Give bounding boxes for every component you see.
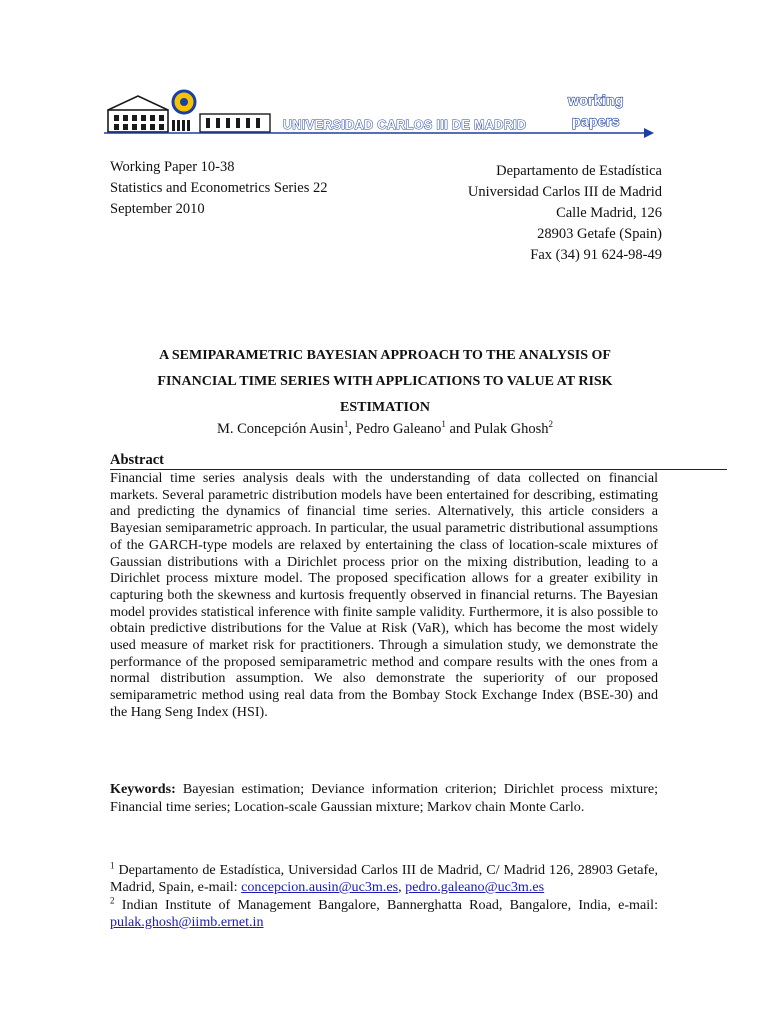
author-list <box>110 421 660 438</box>
abstract-heading: Abstract <box>110 452 164 468</box>
university: Universidad Carlos III de Madrid <box>467 184 662 200</box>
keywords-section <box>110 780 658 816</box>
publication-date: September 2010 <box>110 201 205 217</box>
working-paper-number: Working Paper 10-38 <box>110 159 235 175</box>
author-1-affiliation: 1 <box>343 419 349 430</box>
email-link-ghosh[interactable]: pulak.ghosh@iimb.ernet.in <box>110 914 264 930</box>
department-address <box>468 161 662 266</box>
footnote-1-number: 1 <box>110 860 115 871</box>
email-link-galeano[interactable]: pedro.galeano@uc3m.es <box>405 879 545 895</box>
department-name: Departamento de Estadística <box>496 163 662 179</box>
university-name: UNIVERSIDAD CARLOS III DE MADRID <box>283 118 527 132</box>
author-3: Pulak Ghosh <box>474 421 549 437</box>
author-2: Pedro Galeano <box>355 421 442 437</box>
city-address: 28903 Getafe (Spain) <box>537 226 662 242</box>
author-3-affiliation: 2 <box>548 419 554 430</box>
abstract-text: Financial time series analysis deals with the understanding of data collected on financial markets. Several parametric distribution models have been entertained for describing, estimating and predicting the dynamics of financial time series. Alternatively, this article considers a Bayesian semiparametric approach. In particular, the usual parametric distributional assumptions of the GARCH-type models are relaxed by entertaining the class of location-scale mixtures of Gaussian distributions with a Dirichlet process prior on the mixing distribution, leading to a Dirichlet process mixture model. The proposed specification allows for a greater exibility in capturing both the skewness and kurtosis frequently observed in financial returns. The Bayesian model provides statistical inference with finite sample validity. Furthermore, it is also possible to obtain predictive distributions for the Value at Risk (VaR), which has become the most widely used measure of market risk for practitioners. Through a simulation study, we demonstrate the performance of the proposed semiparametric method and compare results with the ones from a normal distribution assumption. We also demonstrate the superiority of our proposed semiparametric method using real data from the Bombay Stock Exchange Index (BSE-30) and the Hang Seng Index (HSI). <box>110 470 658 720</box>
footnote-2-number: 2 <box>110 895 115 906</box>
footnote-1-text: Departamento de Estadística, Universidad Carlos III de Madrid, C/ Madrid 126, 28903 Getafe, Madrid, Spain, e-mail: <box>110 862 658 895</box>
series-name: Statistics and Econometrics Series 22 <box>110 180 328 196</box>
title-line-2: FINANCIAL TIME SERIES WITH APPLICATIONS TO VALUE AT RISK <box>157 374 613 389</box>
footnote-2-text: Indian Institute of Management Bangalore, Bannerghatta Road, Bangalore, India, e-mail: <box>114 897 658 913</box>
author-2-affiliation: 1 <box>441 419 446 430</box>
footnote-1 <box>110 862 658 896</box>
email-separator: , <box>398 879 406 895</box>
working-papers-badge-line2: papers <box>572 113 620 129</box>
keywords-label: Keywords: <box>110 781 176 797</box>
fax-number: Fax (34) 91 624-98-49 <box>530 247 662 263</box>
paper-title <box>110 343 660 421</box>
series-info <box>110 157 327 220</box>
footnote-2 <box>110 897 658 931</box>
author-1: M. Concepción Ausin <box>216 421 344 437</box>
email-link-ausin[interactable]: concepcion.ausin@uc3m.es <box>241 879 399 895</box>
author-separator: , <box>348 421 356 437</box>
keywords-text: Bayesian estimation; Deviance information criterion; Dirichlet process mixture; Financial time series; Location-scale Gaussian mixture; Markov chain Monte Carlo. <box>110 781 658 815</box>
street-address: Calle Madrid, 126 <box>556 205 662 221</box>
working-papers-badge-line1: working <box>568 92 624 108</box>
author-separator: and <box>445 421 475 437</box>
title-line-1: A SEMIPARAMETRIC BAYESIAN APPROACH TO THE ANALYSIS OF <box>159 348 611 363</box>
title-line-3: ESTIMATION <box>340 400 430 415</box>
